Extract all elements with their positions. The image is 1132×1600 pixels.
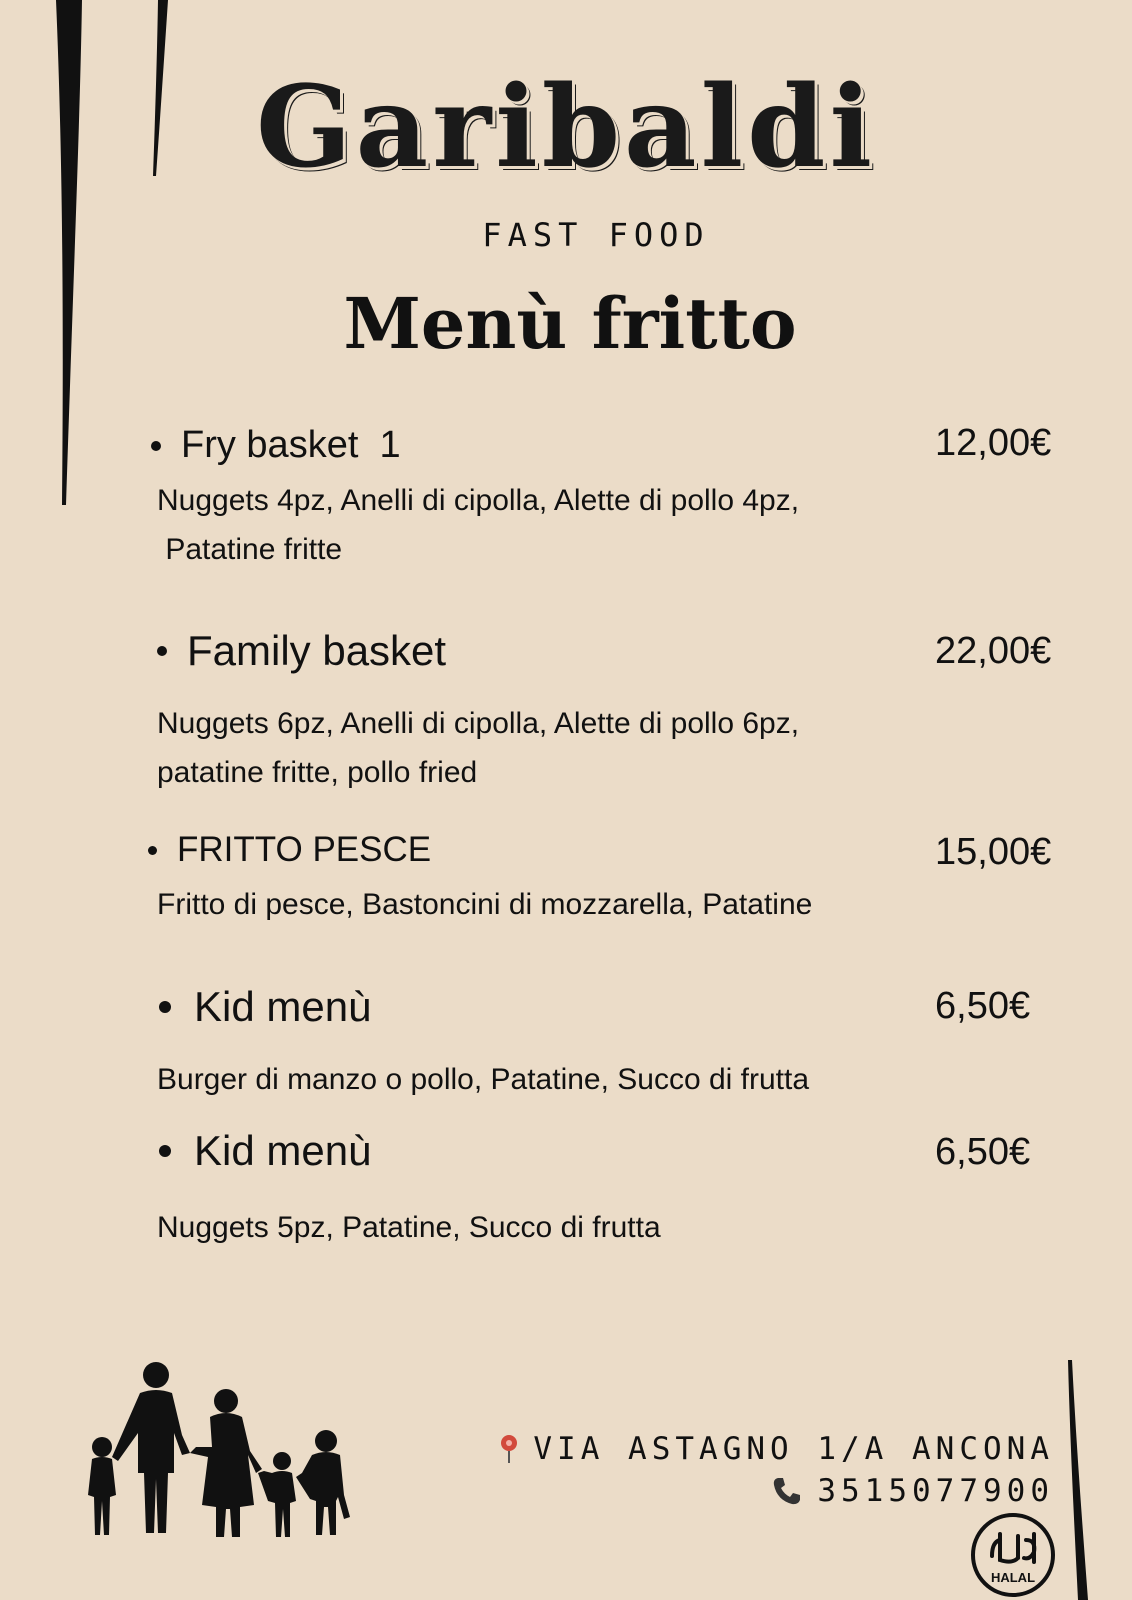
bullet-icon — [159, 1001, 171, 1013]
menu-item-price: 12,00€ — [935, 422, 1052, 464]
menu-item-description — [157, 880, 812, 929]
menu-item-name — [159, 1127, 371, 1175]
menu-item-description — [157, 1203, 661, 1252]
description-line: Nuggets 6pz, Anelli di cipolla, Alette di pollo 6pz, — [157, 707, 800, 740]
phone-line — [771, 1473, 1054, 1509]
brand-title: Garibaldi — [255, 62, 877, 193]
item-name-text: Family basket — [187, 627, 447, 674]
phone-icon — [771, 1475, 803, 1507]
menu-item-name — [148, 830, 431, 870]
menu-item-name — [157, 627, 446, 675]
map-pin-icon — [499, 1434, 519, 1464]
description-line: Nuggets 5pz, Patatine, Succo di frutta — [157, 1211, 661, 1244]
bullet-icon — [159, 1145, 171, 1157]
menu-item-price: 6,50€ — [935, 1131, 1031, 1173]
menu-item-description — [157, 1055, 809, 1104]
menu-item-price: 6,50€ — [935, 985, 1031, 1027]
item-name-text: Kid menù — [194, 983, 372, 1030]
menu-item-price: 15,00€ — [935, 831, 1052, 873]
brand-subtitle: FAST FOOD — [482, 216, 710, 254]
description-line: Burger di manzo o pollo, Patatine, Succo di frutta — [157, 1063, 810, 1096]
item-name-text: FRITTO PESCE — [177, 830, 432, 869]
bullet-icon — [151, 441, 161, 451]
menu-item-name — [159, 983, 371, 1031]
brush-stroke-right — [1066, 1360, 1090, 1600]
phone-text: 3515077900 — [817, 1473, 1054, 1509]
description-line: Nuggets 4pz, Anelli di cipolla, Alette di pollo 4pz, — [157, 484, 800, 517]
halal-label: HALAL — [990, 1570, 1036, 1585]
description-line: Fritto di pesce, Bastoncini di mozzarella, Patatine — [157, 888, 813, 921]
description-line: Patatine fritte — [157, 533, 343, 566]
item-name-text: Kid menù — [194, 1127, 372, 1174]
item-name-text: Fry basket 1 — [181, 424, 401, 466]
menu-item-description — [157, 476, 799, 574]
address-text: VIA ASTAGNO 1/A ANCONA — [533, 1431, 1054, 1467]
family-silhouette-illustration — [82, 1355, 360, 1555]
menu-item-price: 22,00€ — [935, 630, 1052, 672]
bullet-icon — [148, 846, 157, 855]
halal-badge-icon — [970, 1512, 1056, 1598]
menu-item-description — [157, 699, 799, 797]
address-line — [499, 1431, 1054, 1467]
section-title: Menù fritto — [343, 282, 797, 365]
menu-item-name — [151, 424, 401, 467]
description-line: patatine fritte, pollo fried — [157, 756, 478, 789]
bullet-icon — [157, 646, 167, 656]
